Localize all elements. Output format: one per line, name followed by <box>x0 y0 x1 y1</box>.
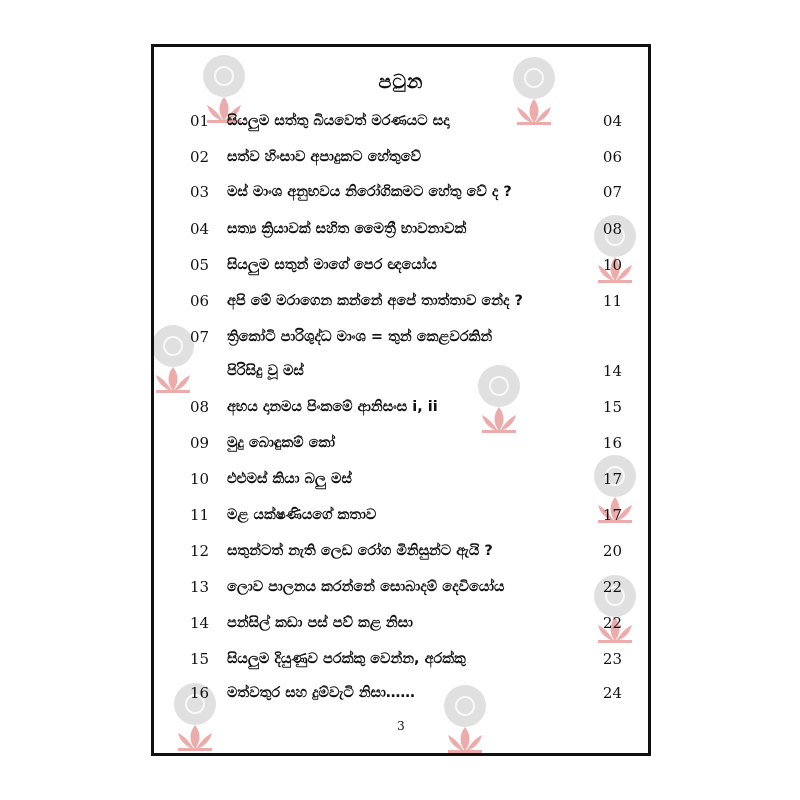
toc-entry-page: 23 <box>602 650 622 668</box>
toc-entry <box>154 431 648 455</box>
toc-entry-number: 02 <box>190 148 210 166</box>
toc-entry-title: සියලුම දියුණුව පරක්කු වෙන්න, අරක්කු <box>227 651 466 667</box>
toc-entry-page: 15 <box>602 398 622 416</box>
toc-entry-number: 10 <box>190 470 210 488</box>
toc-entry-number: 13 <box>190 578 210 596</box>
toc-entry <box>154 253 648 277</box>
toc-entry <box>154 395 648 419</box>
toc-entry-number: 11 <box>190 506 210 524</box>
toc-entry-number: 15 <box>190 650 210 668</box>
toc-entry-number: 08 <box>190 398 210 416</box>
toc-entry-number: 14 <box>190 614 210 632</box>
toc-entry-page: 20 <box>602 542 622 560</box>
toc-entry-title: එළුමස් කියා බලු මස් <box>227 471 352 487</box>
toc-entry-title: ත්‍රිකෝටි පාරිශුද්ධ මාංශ = තුන් කෙළවරකින් <box>227 329 493 345</box>
toc-entry <box>154 217 648 241</box>
toc-entry-title: අභය දානමය පිංකමේ ආනිසංස i, ii <box>227 399 438 415</box>
toc-entry <box>154 289 648 313</box>
toc-entry <box>154 503 648 527</box>
toc-entry-title: අපි මේ මරාගෙන කන්නේ අපේ තාත්තාව නේද ? <box>227 293 523 309</box>
page-number: 3 <box>397 719 405 733</box>
toc-entry <box>154 180 648 204</box>
toc-entry-title: සත්ව හිංසාව අපාදුකට හේතුවේ <box>227 149 422 165</box>
toc-entry-page: 24 <box>602 684 622 702</box>
toc-entry-title: සියලුම සතුන් මාගේ පෙර ඥයෝය <box>227 257 437 273</box>
toc-entry-page: 22 <box>602 578 622 596</box>
toc-entry-number: 06 <box>190 292 210 310</box>
toc-entry-title: මස් මාංශ අනුභවය නිරෝගිකමට හේතු වේ ද ? <box>227 184 512 200</box>
toc-entry-title: පිරිසිදු වූ මස් <box>227 363 304 379</box>
toc-entry-page: 16 <box>602 434 622 452</box>
toc-entry-title: මත්වතුර සහ දුම්වැටි නිසා…… <box>227 685 415 701</box>
toc-entry-page: 17 <box>602 506 622 524</box>
toc-entry-number: 05 <box>190 256 210 274</box>
toc-entry <box>154 359 648 383</box>
toc-entry <box>154 539 648 563</box>
toc-entry <box>154 575 648 599</box>
toc-entry-page: 07 <box>602 183 622 201</box>
toc-entry <box>154 467 648 491</box>
toc-entry-page: 22 <box>602 614 622 632</box>
toc-entry-page: 11 <box>602 292 622 310</box>
toc-entry-number: 09 <box>190 434 210 452</box>
toc-entry-title: මළ යක්ෂණියගේ කතාව <box>227 507 377 523</box>
toc-entry-number: 07 <box>190 328 210 346</box>
toc-entry-number: 04 <box>190 220 210 238</box>
toc-entry-title: මුදු බොඳුකම් කෝ <box>227 435 335 451</box>
document-page <box>151 44 651 756</box>
toc-entry-page: 17 <box>602 470 622 488</box>
toc-entry-title: පන්සිල් කඩා පස් පව් කළ නිසා <box>227 615 413 631</box>
toc-entry-title: ලොව පාලනය කරන්නේ සොබාදම් දෙවියෝය <box>227 579 505 595</box>
toc-entry-page: 14 <box>602 362 622 380</box>
toc-entry-page: 10 <box>602 256 622 274</box>
toc-entry <box>154 109 648 133</box>
toc-entry <box>154 611 648 635</box>
toc-entry <box>154 325 648 349</box>
toc-entry-number: 03 <box>190 183 210 201</box>
toc-entry-number: 16 <box>190 684 210 702</box>
toc-entry-title: සත්‍ය ක්‍රියාවක් සහිත මෛත්‍රී භාවනාවක් <box>227 221 467 237</box>
toc-entry <box>154 681 648 705</box>
toc-entry-page: 06 <box>602 148 622 166</box>
toc-entry-number: 01 <box>190 112 210 130</box>
toc-entry-title: සතුන්ටත් නැති ලෙඩ රෝග මිනිසුන්ට ඇයි ? <box>227 543 493 559</box>
toc-entry-page: 04 <box>602 112 622 130</box>
toc-entry-page: 08 <box>602 220 622 238</box>
toc-entry <box>154 145 648 169</box>
toc-entry <box>154 647 648 671</box>
toc-entry-number: 12 <box>190 542 210 560</box>
toc-entry-title: සියලුම සත්තු බියවෙත් මරණයට සදා <box>227 113 450 129</box>
contents-title: පටුන <box>378 71 424 93</box>
